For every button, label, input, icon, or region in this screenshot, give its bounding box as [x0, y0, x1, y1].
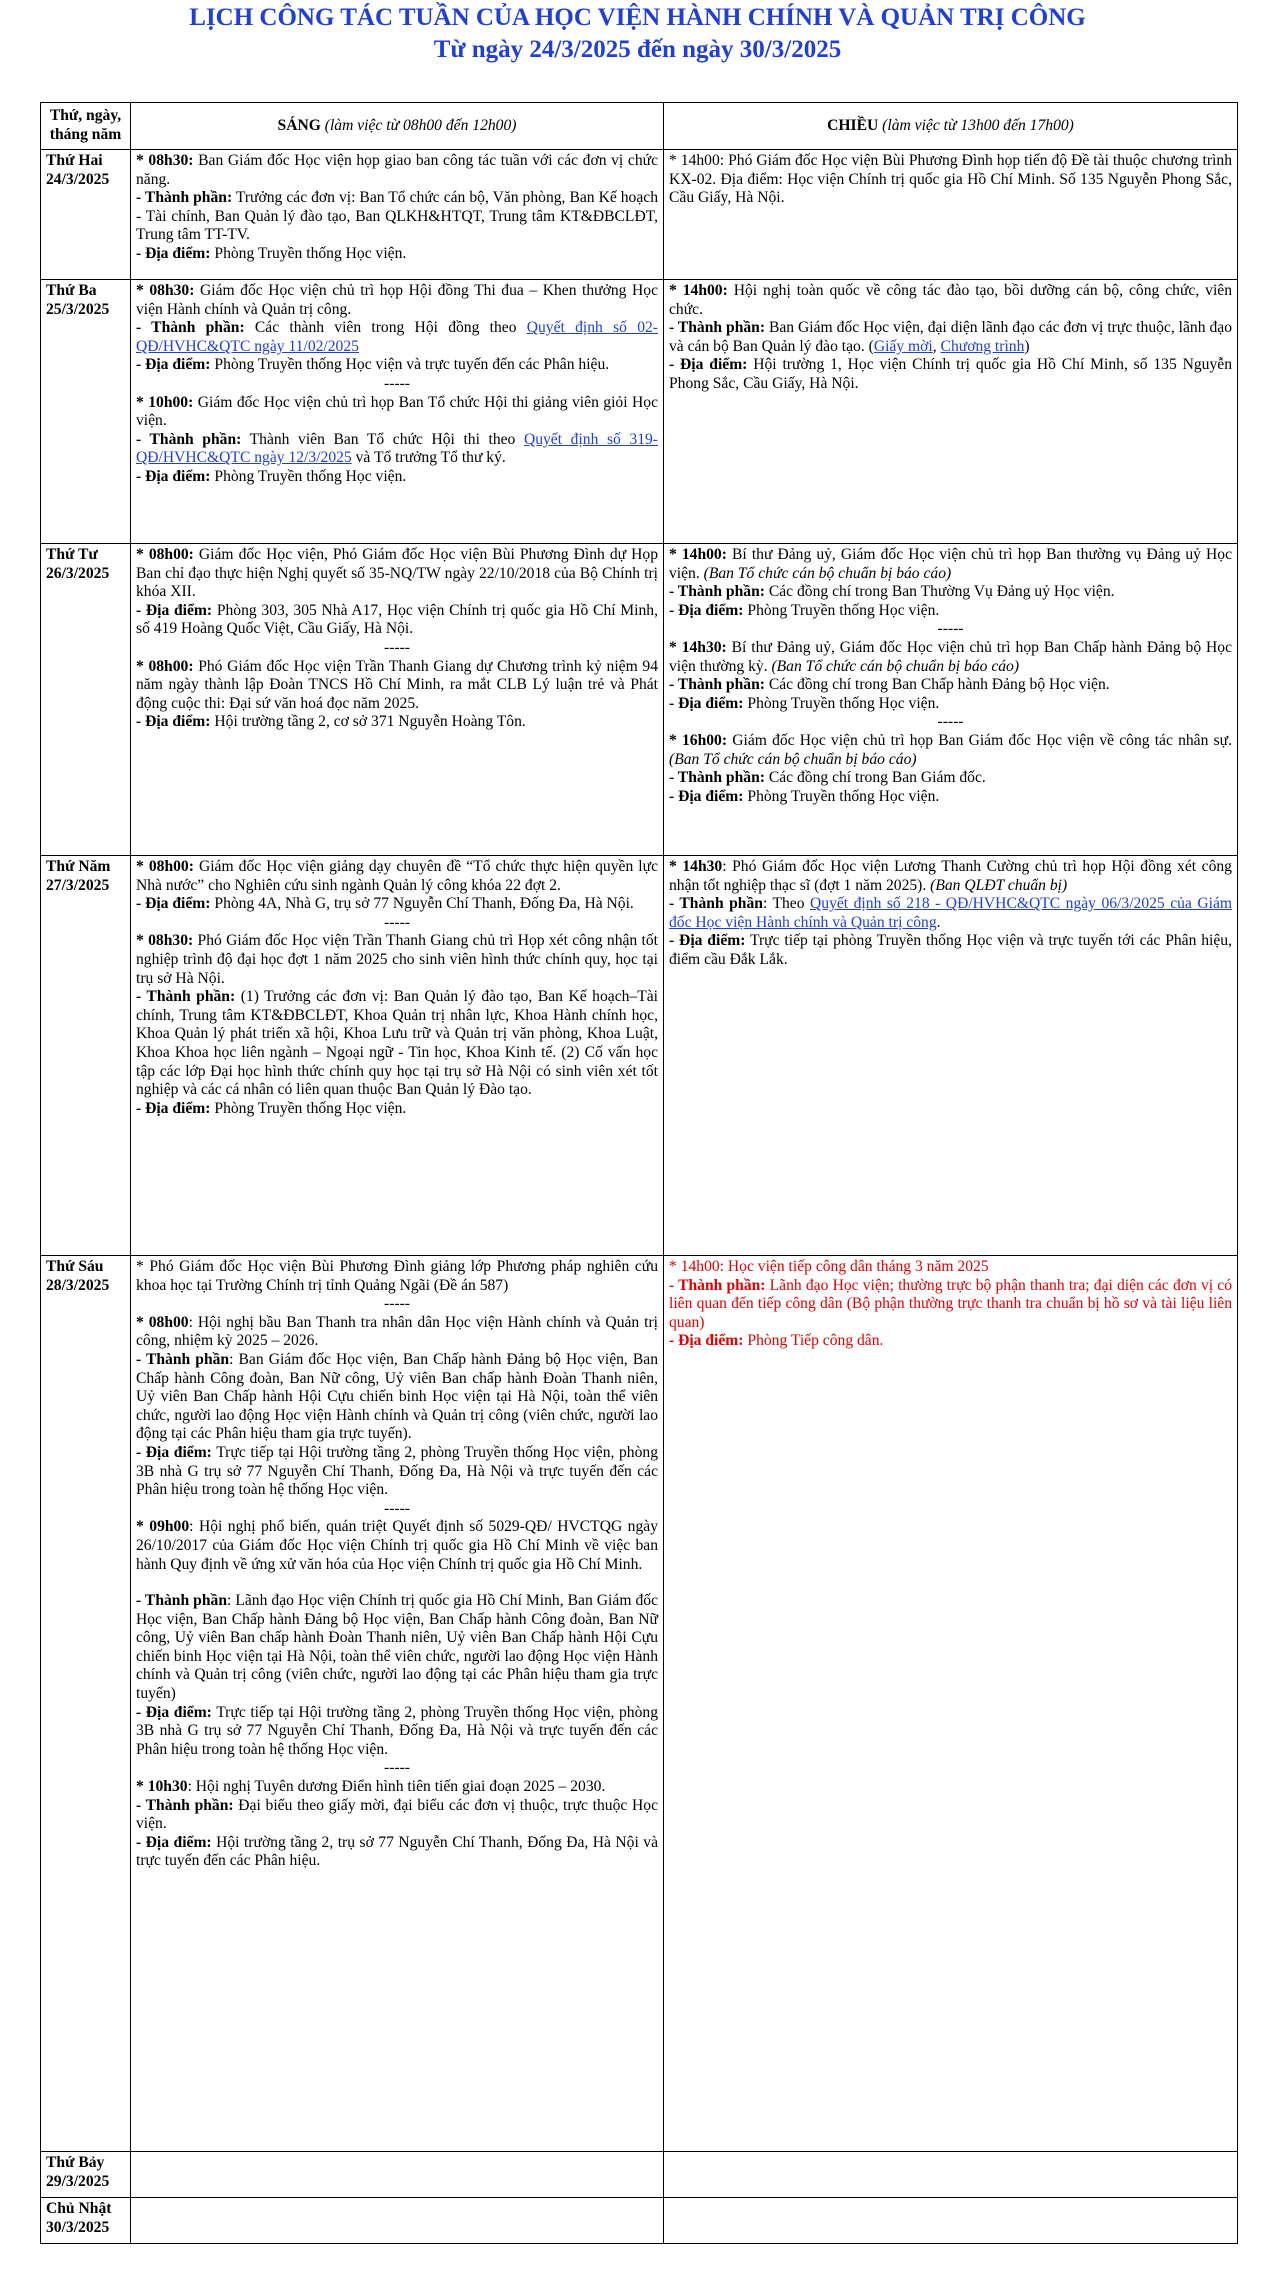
col-header-afternoon: CHIỀU (làm việc từ 13h00 đến 17h00)	[664, 103, 1238, 150]
table-row	[41, 856, 1238, 1256]
afternoon-cell: * 14h00: Học viện tiếp công dân tháng 3 năm 2025 - Thành phần: Lãnh đạo Học viện; thường trực bộ phận thanh tra; đại diện các đơn vị có liên quan đến tiếp công dân (Bộ phận thường trực thanh tra chuẩn bị hồ sơ và tài liệu liên quan) - Địa điểm: Phòng Tiếp công dân.	[664, 1256, 1238, 2152]
day-cell: Thứ Bảy 29/3/2025	[41, 2152, 131, 2198]
table-row	[41, 150, 1238, 280]
program-link[interactable]: Chương trình	[940, 337, 1025, 355]
page-subtitle: Từ ngày 24/3/2025 đến ngày 30/3/2025	[433, 36, 842, 63]
table-row	[41, 544, 1238, 856]
page-title: LỊCH CÔNG TÁC TUẦN CỦA HỌC VIỆN HÀNH CHÍNH VÀ QUẢN TRỊ CÔNG	[189, 4, 1086, 31]
day-cell: Thứ Tư 26/3/2025	[41, 544, 131, 856]
morning-cell: * 08h30: Giám đốc Học viện chủ trì họp Hội đồng Thi đua – Khen thưởng Học viện Hành chính và Quản trị công. - Thành phần: Các thành viên trong Hội đồng theo Quyết định số 02-QĐ/HVHC&QTC ngày 11/02/2025 - Địa điểm: Phòng Truyền thống Học viện và trực tuyến đến các Phân hiệu. ----- * 10h00: Giám đốc Học viện chủ trì họp Ban Tổ chức Hội thi giảng viên giỏi Học viện. - Thành phần: Thành viên Ban Tổ chức Hội thi theo Quyết định số 319-QĐ/HVHC&QTC ngày 12/3/2025 và Tổ trưởng Tổ thư ký. - Địa điểm: Phòng Truyền thống Học viện.	[131, 280, 664, 544]
afternoon-cell: * 14h00: Hội nghị toàn quốc về công tác đào tạo, bồi dưỡng cán bộ, công chức, viên chức. - Thành phần: Ban Giám đốc Học viện, đại diện lãnh đạo các đơn vị trực thuộc, lãnh đạo và cán bộ Ban Quản lý đào tạo. (Giấy mời, Chương trình) - Địa điểm: Hội trường 1, Học viện Chính trị quốc gia Hồ Chí Minh, số 135 Nguyễn Phong Sắc, Cầu Giấy, Hà Nội.	[664, 280, 1238, 544]
afternoon-cell: * 14h00: Bí thư Đảng uỷ, Giám đốc Học viện chủ trì họp Ban thường vụ Đảng uỷ Học viện. (Ban Tổ chức cán bộ chuẩn bị báo cáo) - Thành phần: Các đồng chí trong Ban Thường Vụ Đảng uỷ Học viện. - Địa điểm: Phòng Truyền thống Học viện. ----- * 14h30: Bí thư Đảng uỷ, Giám đốc Học viện chủ trì họp Ban Chấp hành Đảng bộ Học viện thường kỳ. (Ban Tổ chức cán bộ chuẩn bị báo cáo) - Thành phần: Các đồng chí trong Ban Chấp hành Đảng bộ Học viện. - Địa điểm: Phòng Truyền thống Học viện. ----- * 16h00: Giám đốc Học viện chủ trì họp Ban Giám đốc Học viện về công tác nhân sự. (Ban Tổ chức cán bộ chuẩn bị báo cáo) - Thành phần: Các đồng chí trong Ban Giám đốc. - Địa điểm: Phòng Truyền thống Học viện.	[664, 544, 1238, 856]
morning-cell: * 08h00: Giám đốc Học viện, Phó Giám đốc Học viện Bùi Phương Đình dự Họp Ban chỉ đạo thực hiện Nghị quyết số 35-NQ/TW ngày 22/10/2018 của Bộ Chính trị khóa XII. - Địa điểm: Phòng 303, 305 Nhà A17, Học viện Chính trị quốc gia Hồ Chí Minh, số 419 Hoàng Quốc Việt, Cầu Giấy, Hà Nội. ----- * 08h00: Phó Giám đốc Học viện Trần Thanh Giang dự Chương trình kỷ niệm 94 năm ngày thành lập Đoàn TNCS Hồ Chí Minh, ra mắt CLB Lý luận trẻ và Phát động cuộc thi: Đại sứ văn hoá đọc năm 2025. - Địa điểm: Hội trường tầng 2, cơ sở 371 Nguyễn Hoàng Tôn.	[131, 544, 664, 856]
decision-link[interactable]: Quyết định số 02-QĐ/HVHC&QTC ngày 11/02/2025	[136, 319, 658, 355]
table-row	[41, 1256, 1238, 2152]
table-row	[41, 2152, 1238, 2198]
day-cell: Thứ Năm 27/3/2025	[41, 856, 131, 1256]
invitation-link[interactable]: Giấy mời	[873, 337, 933, 355]
morning-cell	[131, 2198, 664, 2244]
col-header-day: Thứ, ngày, tháng năm	[41, 103, 131, 150]
afternoon-cell: * 14h30: Phó Giám đốc Học viện Lương Thanh Cường chủ trì họp Hội đồng xét công nhận tốt nghiệp thạc sĩ (đợt 1 năm 2025). (Ban QLĐT chuẩn bị) - Thành phần: Theo Quyết định số 218 - QĐ/HVHC&QTC ngày 06/3/2025 của Giám đốc Học viện Hành chính và Quản trị công. - Địa điểm: Trực tiếp tại phòng Truyền thống Học viện và trực tuyến tới các Phân hiệu, điểm cầu Đắk Lắk.	[664, 856, 1238, 1256]
morning-cell: * Phó Giám đốc Học viện Bùi Phương Đình giảng lớp Phương pháp nghiên cứu khoa học tại Trường Chính trị tỉnh Quảng Ngãi (Đề án 587) ----- * 08h00: Hội nghị bầu Ban Thanh tra nhân dân Học viện Hành chính và Quản trị công, nhiệm kỳ 2025 – 2026. - Thành phần: Ban Giám đốc Học viện, Ban Chấp hành Đảng bộ Học viện, Ban Chấp hành Công đoàn, Ban Nữ công, Uỷ viên Ban chấp hành Đoàn Thanh niên, Uỷ viên Ban Chấp hành Hội Cựu chiến binh Học viện tại Hà Nội, toàn thể viên chức, người lao động Học viện Hành chính và Quản trị công (viên chức, người lao động tại các Phân hiệu tham gia trực tuyến). - Địa điểm: Trực tiếp tại Hội trường tầng 2, phòng Truyền thống Học viện, phòng 3B nhà G trụ sở 77 Nguyễn Chí Thanh, Đống Đa, Hà Nội và trực tuyến đến các Phân hiệu trong toàn hệ thống Học viện. ----- * 09h00: Hội nghị phổ biến, quán triệt Quyết định số 5029-QĐ/ HVCTQG ngày 26/10/2017 của Giám đốc Học viện Chính trị quốc gia Hồ Chí Minh về việc ban hành Quy định về ứng xử văn hóa của Học viện Chính trị quốc gia Hồ Chí Minh. - Thành phần: Lãnh đạo Học viện Chính trị quốc gia Hồ Chí Minh, Ban Giám đốc Học viện, Ban Chấp hành Đảng bộ Học viện, Ban Chấp hành Công đoàn, Ban Nữ công, Uỷ viên Ban chấp hành Đoàn Thanh niên, Uỷ viên Ban Chấp hành Hội Cựu chiến binh Học viện tại Hà Nội, toàn thể viên chức, người lao động Học viện Hành chính và Quản trị công (viên chức, người lao động tại các Phân hiệu tham gia trực tuyến) - Địa điểm: Trực tiếp tại Hội trường tầng 2, phòng Truyền thống Học viện, phòng 3B nhà G trụ sở 77 Nguyễn Chí Thanh, Đống Đa, Hà Nội và trực tuyến đến các Phân hiệu trong toàn hệ thống Học viện. ----- * 10h30: Hội nghị Tuyên dương Điển hình tiên tiến giai đoạn 2025 – 2030. - Thành phần: Đại biểu theo giấy mời, đại biểu các đơn vị thuộc, trực thuộc Học viện. - Địa điểm: Hội trường tầng 2, trụ sở 77 Nguyễn Chí Thanh, Đống Đa, Hà Nội và trực tuyến đến các Phân hiệu.	[131, 1256, 664, 2152]
decision-link[interactable]: Quyết định số 319-QĐ/HVHC&QTC ngày 12/3/2025	[136, 430, 658, 467]
day-cell: Thứ Hai 24/3/2025	[41, 150, 131, 280]
schedule-table	[40, 102, 1238, 2244]
day-cell: Thứ Sáu 28/3/2025	[41, 1256, 131, 2152]
morning-cell: * 08h00: Giám đốc Học viện giảng dạy chuyên đề “Tổ chức thực hiện quyền lực Nhà nước” cho Nghiên cứu sinh ngành Quản lý công khóa 22 đợt 2. - Địa điểm: Phòng 4A, Nhà G, trụ sở 77 Nguyễn Chí Thanh, Đống Đa, Hà Nội. ----- * 08h30: Phó Giám đốc Học viện Trần Thanh Giang chủ trì Họp xét công nhận tốt nghiệp trình độ đại học đợt 1 năm 2025 cho sinh viên hình thức chính quy, học tại trụ sở Hà Nội. - Thành phần: (1) Trưởng các đơn vị: Ban Quản lý đào tạo, Ban Kế hoạch–Tài chính, Trung tâm KT&ĐBCLĐT, Khoa Quản trị nhân lực, Khoa Hành chính học, Khoa Quản lý phát triển xã hội, Khoa Lưu trữ và Quản trị văn phòng, Khoa Luật, Khoa Khoa học liên ngành – Ngoại ngữ - Tin học, Khoa Kinh tế. (2) Cố vấn học tập các lớp Đại học hình thức chính quy học tại trụ sở Hà Nội có sinh viên xét tốt nghiệp và các cá nhân có liên quan thuộc Ban Quản lý Đào tạo. - Địa điểm: Phòng Truyền thống Học viện.	[131, 856, 664, 1256]
morning-cell	[131, 2152, 664, 2198]
page-header	[0, 2, 1275, 66]
col-header-morning: SÁNG (làm việc từ 08h00 đến 12h00)	[131, 103, 664, 150]
afternoon-cell	[664, 2198, 1238, 2244]
table-row	[41, 2198, 1238, 2244]
afternoon-cell: * 14h00: Phó Giám đốc Học viện Bùi Phương Đình họp tiến độ Đề tài thuộc chương trình KX-02. Địa điểm: Học viện Chính trị quốc gia Hồ Chí Minh. Số 135 Nguyễn Phong Sắc, Cầu Giấy, Hà Nội.	[664, 150, 1238, 280]
day-cell: Chủ Nhật 30/3/2025	[41, 2198, 131, 2244]
afternoon-cell	[664, 2152, 1238, 2198]
decision-link[interactable]: Quyết định số 218 - QĐ/HVHC&QTC ngày 06/3/2025 của Giám đốc Học viện Hành chính và Quản trị công	[669, 895, 1232, 931]
morning-cell: * 08h30: Ban Giám đốc Học viện họp giao ban công tác tuần với các đơn vị chức năng. - Thành phần: Trưởng các đơn vị: Ban Tổ chức cán bộ, Văn phòng, Ban Kế hoạch - Tài chính, Ban Quản lý đào tạo, Ban QLKH&HTQT, Trung tâm KT&ĐBCLĐT, Trung tâm TT-TV. - Địa điểm: Phòng Truyền thống Học viện.	[131, 150, 664, 280]
table-header-row	[41, 103, 1238, 150]
table-row	[41, 280, 1238, 544]
day-cell: Thứ Ba 25/3/2025	[41, 280, 131, 544]
